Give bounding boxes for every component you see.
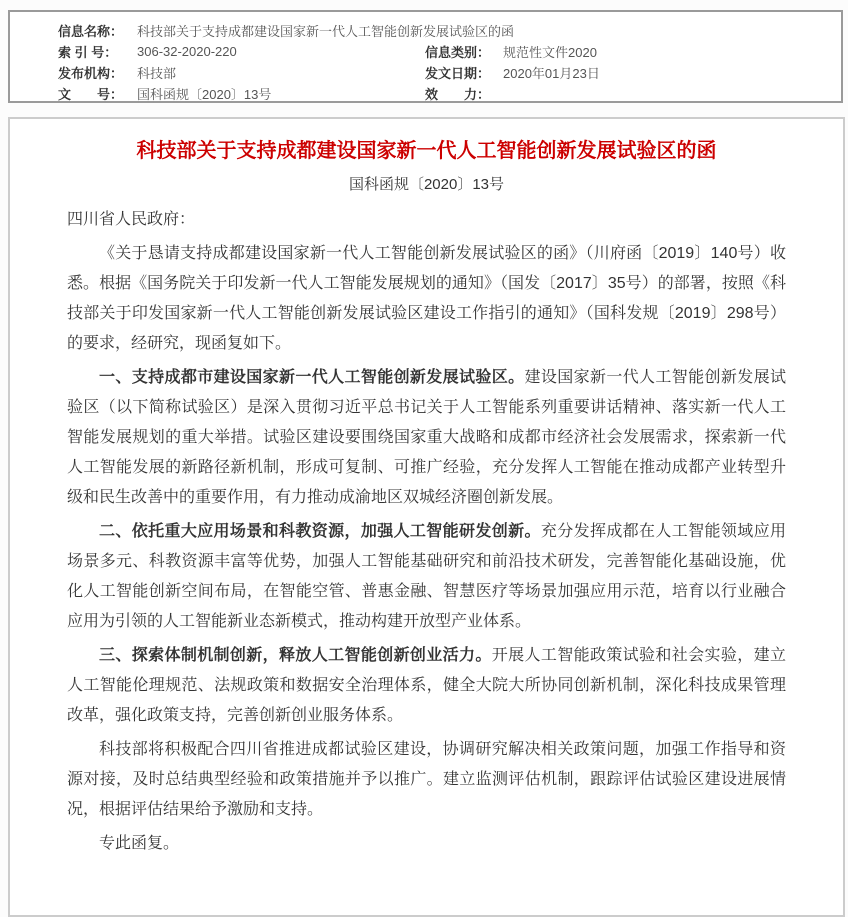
- paragraph-intro: [67, 239, 786, 359]
- salutation: 四川省人民政府：: [67, 211, 196, 228]
- info-category-label: 信息类别：: [425, 45, 491, 60]
- section-1-heading: 一、支持成都市建设国家新一代人工智能创新发展试验区。: [99, 369, 525, 386]
- document-number: 国科函规〔2020〕13号: [348, 176, 505, 193]
- issuing-agency-label: 发布机构：: [58, 66, 124, 81]
- document-content-panel: [8, 117, 845, 917]
- info-row-docnum: [58, 83, 831, 104]
- paragraph-text: 开展人工智能政策试验和社会实验，建立人工智能伦理规范、法规政策和数据安全治理体系，健全大院大所协同创新机制，深化科技成果管理改革，强化政策支持，完善创新创业服务体系。: [67, 647, 786, 724]
- document-title: 科技部关于支持成都建设国家新一代人工智能创新发展试验区的函: [136, 140, 717, 162]
- issue-date-label: 发文日期：: [425, 66, 491, 81]
- info-row-agency: [58, 62, 831, 83]
- paragraph-text: 《关于恳请支持成都建设国家新一代人工智能创新发展试验区的函》（川府函〔2019〕140号）收悉。根据《国务院关于印发新一代人工智能发展规划的通知》（国发〔2017〕35号）的部署，按照《科技部关于印发国家新一代人工智能创新发展试验区建设工作指引的通知》（国科发规〔2019〕298号）的要求，经研究，现函复如下。: [67, 245, 786, 352]
- index-number-label: 索 引 号：: [58, 45, 118, 60]
- section-3-heading: 三、探索体制机制创新，释放人工智能创新创业活力。: [99, 647, 492, 664]
- info-name-value: 科技部关于支持成都建设国家新一代人工智能创新发展试验区的函: [137, 24, 515, 39]
- paragraph-support: [67, 735, 786, 825]
- info-row-index: [58, 41, 831, 62]
- info-row-name: [58, 20, 831, 41]
- index-number-value: 306-32-2020-220: [137, 44, 237, 59]
- paragraph-text: 充分发挥成都在人工智能领域应用场景多元、科教资源丰富等优势，加强人工智能基础研究和前沿技术研发，完善智能化基础设施，优化人工智能创新空间布局，在智能空管、普惠金融、智慧医疗等场景加强应用示范，培育以行业融合应用为引领的人工智能新业态新模式，推动构建开放型产业体系。: [67, 523, 786, 630]
- doc-number-value: 国科函规〔2020〕13号: [137, 87, 272, 102]
- doc-number-label: 文 号：: [58, 87, 124, 102]
- paragraph-section-2: [67, 517, 786, 637]
- paragraph-section-3: [67, 641, 786, 731]
- paragraph-text: 专此函复。: [99, 835, 180, 852]
- validity-label: 效 力：: [425, 87, 491, 102]
- paragraph-text: 科技部将积极配合四川省推进成都试验区建设，协调研究解决相关政策问题，加强工作指导和资源对接，及时总结典型经验和政策措施并予以推广。建立监测评估机制，跟踪评估试验区建设进展情况，根据评估结果给予激励和支持。: [67, 741, 786, 818]
- issue-date-value: 2020年01月23日: [503, 66, 600, 81]
- section-2-heading: 二、依托重大应用场景和科教资源，加强人工智能研发创新。: [99, 523, 541, 540]
- paragraph-text: 建设国家新一代人工智能创新发展试验区（以下简称试验区）是深入贯彻习近平总书记关于人工智能系列重要讲话精神、落实新一代人工智能发展规划的重大举措。试验区建设要围绕国家重大战略和成都市经济社会发展需求，探索新一代人工智能发展的新路径新机制，形成可复制、可推广经验，充分发挥人工智能在推动成都产业转型升级和民生改善中的重要作用，有力推动成渝地区双城经济圈创新发展。: [67, 369, 786, 506]
- info-name-label: 信息名称：: [58, 24, 124, 39]
- issuing-agency-value: 科技部: [137, 66, 177, 81]
- document-info-panel: [8, 10, 843, 103]
- paragraph-section-1: [67, 363, 786, 513]
- info-category-value: 规范性文件2020: [503, 45, 597, 60]
